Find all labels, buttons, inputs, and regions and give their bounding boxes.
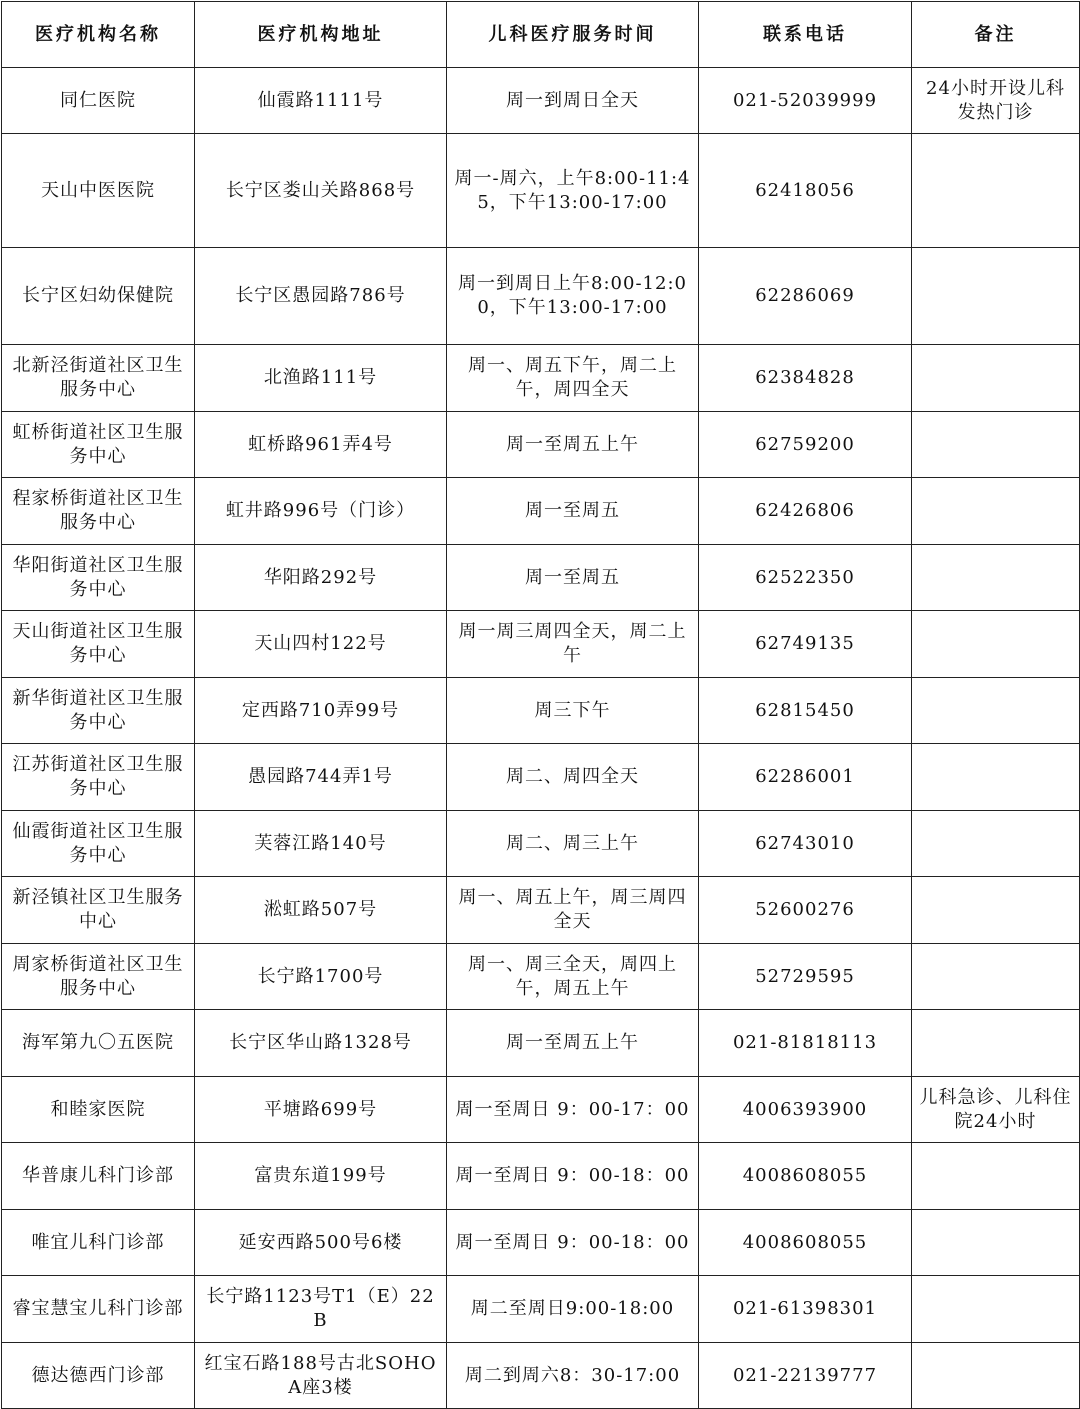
cell-phone: 021-81818113 [699,1010,912,1077]
cell-note [912,134,1080,248]
cell-hours: 周一、周三全天，周四上午，周五上午 [447,944,699,1010]
cell-hours: 周一至周五上午 [447,1010,699,1077]
cell-phone: 62286069 [699,248,912,345]
cell-name: 北新泾街道社区卫生服务中心 [2,345,195,412]
cell-note [912,877,1080,944]
cell-hours: 周一、周五上午，周三周四全天 [447,877,699,944]
cell-hours: 周二到周六8：30-17:00 [447,1343,699,1409]
cell-note [912,545,1080,611]
cell-address: 虹井路996号（门诊） [195,478,447,545]
table-row [2,744,1080,811]
table-row [2,611,1080,678]
table-row [2,545,1080,611]
cell-hours: 周二、周三上午 [447,811,699,877]
cell-hours: 周一至周五上午 [447,412,699,478]
cell-name: 虹桥街道社区卫生服务中心 [2,412,195,478]
cell-address: 仙霞路1111号 [195,68,447,134]
cell-address: 虹桥路961弄4号 [195,412,447,478]
cell-address: 延安西路500号6楼 [195,1210,447,1276]
cell-name: 程家桥街道社区卫生服务中心 [2,478,195,545]
cell-phone: 021-22139777 [699,1343,912,1409]
table-row [2,412,1080,478]
cell-phone: 62522350 [699,545,912,611]
cell-name: 天山中医医院 [2,134,195,248]
cell-hours: 周一-周六，上午8:00-11:45，下午13:00-17:00 [447,134,699,248]
cell-note [912,811,1080,877]
cell-note [912,1210,1080,1276]
cell-note [912,678,1080,744]
cell-hours: 周一至周五 [447,545,699,611]
table-row [2,478,1080,545]
cell-address: 长宁路1123号T1（E）22B [195,1276,447,1343]
cell-address: 华阳路292号 [195,545,447,611]
table-row [2,1077,1080,1143]
cell-address: 长宁路1700号 [195,944,447,1010]
cell-note [912,248,1080,345]
cell-name: 华普康儿科门诊部 [2,1143,195,1210]
table-row [2,877,1080,944]
cell-phone: 52729595 [699,944,912,1010]
header-address: 医疗机构地址 [195,2,447,68]
cell-note: 24小时开设儿科发热门诊 [912,68,1080,134]
cell-phone: 021-52039999 [699,68,912,134]
cell-phone: 62759200 [699,412,912,478]
cell-note [912,1343,1080,1409]
cell-phone: 62384828 [699,345,912,412]
cell-phone: 62286001 [699,744,912,811]
cell-name: 海军第九〇五医院 [2,1010,195,1077]
table-row [2,1143,1080,1210]
cell-phone: 4006393900 [699,1077,912,1143]
cell-address: 富贵东道199号 [195,1143,447,1210]
cell-phone: 4008608055 [699,1210,912,1276]
cell-note [912,478,1080,545]
cell-name: 唯宜儿科门诊部 [2,1210,195,1276]
cell-hours: 周三下午 [447,678,699,744]
cell-note [912,1143,1080,1210]
cell-phone: 021-61398301 [699,1276,912,1343]
table-row [2,345,1080,412]
table-row [2,678,1080,744]
cell-address: 长宁区娄山关路868号 [195,134,447,248]
cell-hours: 周一至周日 9：00-17：00 [447,1077,699,1143]
cell-phone: 62815450 [699,678,912,744]
cell-hours: 周一至周日 9：00-18：00 [447,1210,699,1276]
cell-name: 江苏街道社区卫生服务中心 [2,744,195,811]
cell-note [912,1276,1080,1343]
table-row [2,944,1080,1010]
cell-note [912,345,1080,412]
cell-hours: 周一到周日上午8:00-12:00，下午13:00-17:00 [447,248,699,345]
cell-name: 德达德西门诊部 [2,1343,195,1409]
cell-address: 红宝石路188号古北SOHO A座3楼 [195,1343,447,1409]
cell-phone: 62426806 [699,478,912,545]
header-note: 备注 [912,2,1080,68]
cell-phone: 62749135 [699,611,912,678]
cell-name: 睿宝慧宝儿科门诊部 [2,1276,195,1343]
table-row [2,1010,1080,1077]
cell-address: 淞虹路507号 [195,877,447,944]
cell-note [912,944,1080,1010]
cell-address: 长宁区愚园路786号 [195,248,447,345]
table-row [2,1343,1080,1409]
clinic-table [1,1,1080,1409]
header-phone: 联系电话 [699,2,912,68]
cell-phone: 4008608055 [699,1143,912,1210]
cell-name: 长宁区妇幼保健院 [2,248,195,345]
cell-phone: 62743010 [699,811,912,877]
cell-phone: 52600276 [699,877,912,944]
cell-address: 定西路710弄99号 [195,678,447,744]
cell-name: 天山街道社区卫生服务中心 [2,611,195,678]
cell-hours: 周一到周日全天 [447,68,699,134]
cell-address: 平塘路699号 [195,1077,447,1143]
table-row [2,1276,1080,1343]
header-hours: 儿科医疗服务时间 [447,2,699,68]
cell-name: 同仁医院 [2,68,195,134]
cell-phone: 62418056 [699,134,912,248]
cell-address: 长宁区华山路1328号 [195,1010,447,1077]
cell-hours: 周一周三周四全天，周二上午 [447,611,699,678]
cell-note [912,1010,1080,1077]
cell-hours: 周二至周日9:00-18:00 [447,1276,699,1343]
cell-note [912,611,1080,678]
cell-note: 儿科急诊、儿科住院24小时 [912,1077,1080,1143]
cell-note [912,744,1080,811]
table-row [2,68,1080,134]
cell-hours: 周一至周日 9：00-18：00 [447,1143,699,1210]
table-row [2,1210,1080,1276]
cell-name: 和睦家医院 [2,1077,195,1143]
cell-name: 新泾镇社区卫生服务中心 [2,877,195,944]
cell-address: 天山四村122号 [195,611,447,678]
cell-hours: 周一、周五下午，周二上午，周四全天 [447,345,699,412]
cell-name: 周家桥街道社区卫生服务中心 [2,944,195,1010]
cell-address: 北渔路111号 [195,345,447,412]
cell-hours: 周一至周五 [447,478,699,545]
cell-note [912,412,1080,478]
table-row [2,248,1080,345]
cell-address: 芙蓉江路140号 [195,811,447,877]
cell-hours: 周二、周四全天 [447,744,699,811]
cell-name: 仙霞街道社区卫生服务中心 [2,811,195,877]
cell-name: 华阳街道社区卫生服务中心 [2,545,195,611]
header-row [2,2,1080,68]
cell-address: 愚园路744弄1号 [195,744,447,811]
cell-name: 新华街道社区卫生服务中心 [2,678,195,744]
table-row [2,134,1080,248]
header-name: 医疗机构名称 [2,2,195,68]
table-row [2,811,1080,877]
